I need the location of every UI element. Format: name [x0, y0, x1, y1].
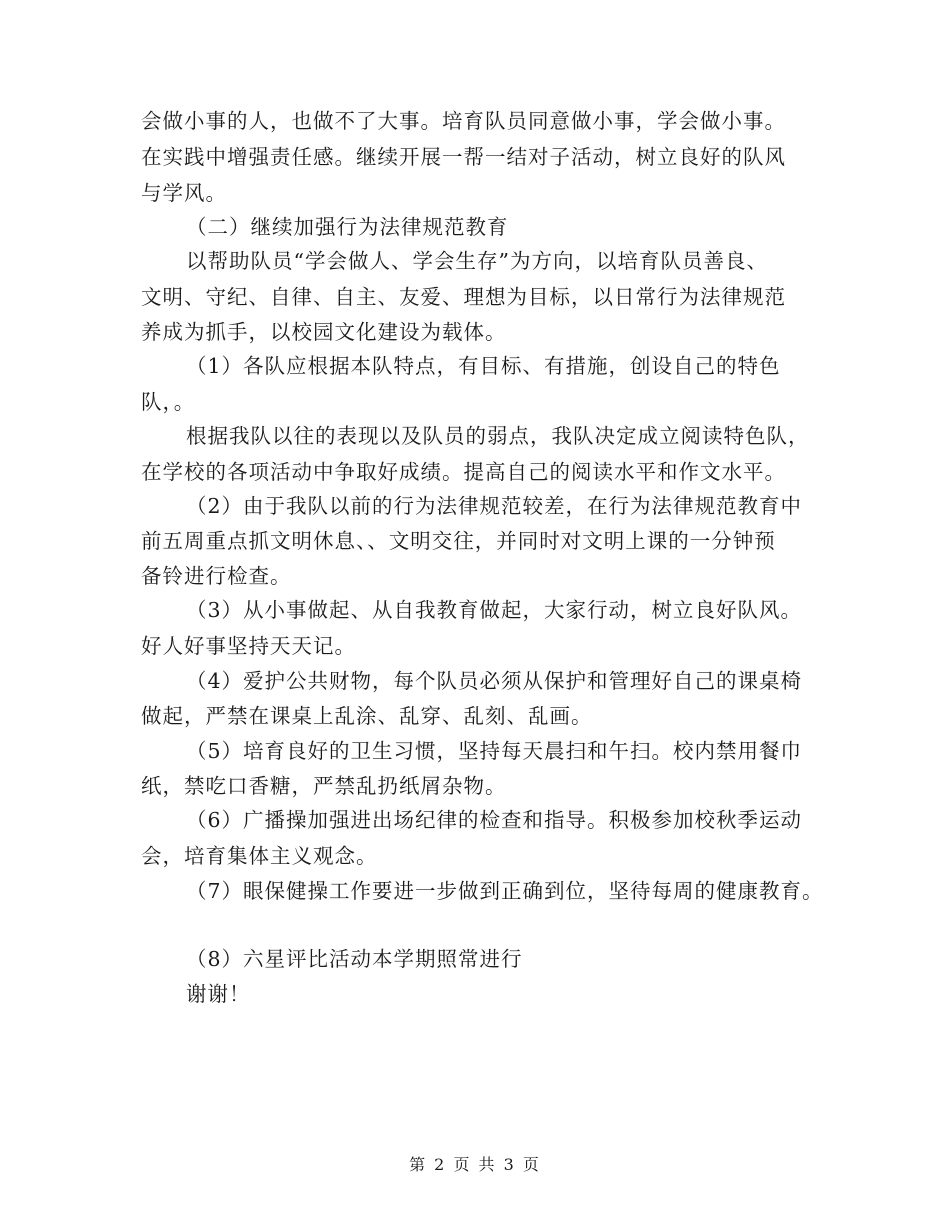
list-item-line: （5）培育良好的卫生习惯，坚持每天晨扫和午扫。校内禁用餐巾: [186, 739, 803, 763]
list-item-line: 前五周重点抓文明休息、、文明交往，并同时对文明上课的一分钟预: [141, 529, 776, 553]
list-item-line: 做起，严禁在课桌上乱涂、乱穿、乱刻、乱画。: [141, 704, 593, 728]
paragraph-line: 在实践中增强责任感。继续开展一帮一结对子活动，树立良好的队风: [141, 145, 786, 169]
list-item-line: 会，培育集体主义观念。: [141, 844, 378, 868]
list-item-line: 纸，禁吃口香糖，严禁乱扔纸屑杂物。: [141, 774, 507, 798]
paragraph-line: 根据我队以往的表现以及队员的弱点，我队决定成立阅读特色队，: [186, 424, 810, 448]
paragraph-line: 以帮助队员“学会做人、学会生存”为方向，以培育队员善良、: [186, 249, 768, 273]
list-item-line: （7）眼保健操工作要进一步做到正确到位，坚待每周的健康教育。: [186, 879, 824, 903]
paragraph-line: 会做小事的人，也做不了大事。培育队员同意做小事，学会做小事。: [141, 109, 786, 133]
list-item-line: 备铃进行检查。: [141, 564, 292, 588]
page-number-footer: 第 2 页 共 3 页: [409, 1155, 541, 1174]
section-heading: （二）继续加强行为法律规范教育: [186, 215, 509, 239]
paragraph-line: 文明、守纪、自律、自主、友爱、理想为目标，以日常行为法律规范: [141, 285, 786, 309]
paragraph-line: 在学校的各项活动中争取好成绩。提高自己的阅读水平和作文水平。: [141, 460, 786, 484]
closing-text: 谢谢！: [186, 982, 251, 1006]
list-item-line: （3）从小事做起、从自我教育做起，大家行动，树立良好队风。: [186, 598, 803, 622]
list-item-line: （8）六星评比活动本学期照常进行: [186, 947, 523, 971]
list-item-line: （1）各队应根据本队特点，有目标、有措施，创设自己的特色: [186, 354, 781, 378]
paragraph-line: 养成为抓手，以校园文化建设为载体。: [141, 320, 507, 344]
list-item-line: （2）由于我队以前的行为法律规范较差，在行为法律规范教育中: [186, 494, 803, 518]
list-item-line: （4）爱护公共财物，每个队员必须从保护和管理好自己的课桌椅: [186, 669, 803, 693]
list-item-line: 队，。: [141, 390, 196, 414]
paragraph-line: 与学风。: [141, 181, 227, 205]
list-item-line: 好人好事坚持天天记。: [141, 634, 356, 658]
list-item-line: （6）广播操加强进出场纪律的检查和指导。积极参加校秋季运动: [186, 808, 803, 832]
